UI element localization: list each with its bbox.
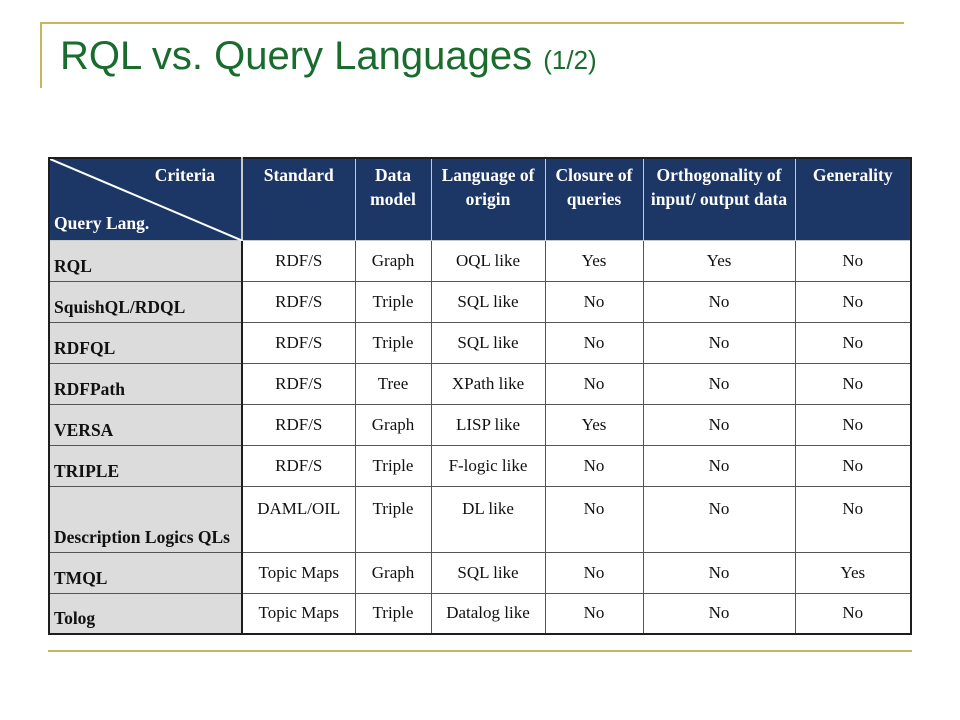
table-cell: No bbox=[795, 593, 911, 634]
table-cell: RDF/S bbox=[242, 322, 355, 363]
table-row bbox=[49, 445, 911, 486]
header-row bbox=[49, 158, 911, 240]
column-header: Data model bbox=[355, 158, 431, 240]
table-cell: Yes bbox=[545, 240, 643, 281]
row-header: RDFQL bbox=[49, 322, 242, 363]
table-cell: F-logic like bbox=[431, 445, 545, 486]
table-cell: Yes bbox=[643, 240, 795, 281]
table-cell: Triple bbox=[355, 281, 431, 322]
corner-header-cell bbox=[49, 158, 242, 240]
table-cell: XPath like bbox=[431, 363, 545, 404]
table-cell: No bbox=[545, 281, 643, 322]
table-cell: No bbox=[795, 363, 911, 404]
table-cell: No bbox=[643, 322, 795, 363]
column-header: Closure of queries bbox=[545, 158, 643, 240]
table-cell: No bbox=[643, 404, 795, 445]
table-cell: Triple bbox=[355, 445, 431, 486]
table-cell: Triple bbox=[355, 322, 431, 363]
column-header: Generality bbox=[795, 158, 911, 240]
table-cell: No bbox=[545, 486, 643, 552]
top-accent-line bbox=[40, 22, 904, 24]
table-cell: No bbox=[643, 552, 795, 593]
table-cell: SQL like bbox=[431, 281, 545, 322]
table-cell: Topic Maps bbox=[242, 593, 355, 634]
table-row bbox=[49, 240, 911, 281]
table-cell: OQL like bbox=[431, 240, 545, 281]
row-header: Description Logics QLs bbox=[49, 486, 242, 552]
table-cell: Triple bbox=[355, 593, 431, 634]
table-row bbox=[49, 593, 911, 634]
table-cell: No bbox=[643, 486, 795, 552]
table-cell: Topic Maps bbox=[242, 552, 355, 593]
query-lang-label: Query Lang. bbox=[54, 212, 150, 233]
slide-title bbox=[60, 36, 597, 76]
table-row bbox=[49, 281, 911, 322]
table-row bbox=[49, 552, 911, 593]
table-cell: Yes bbox=[795, 552, 911, 593]
table-cell: No bbox=[545, 552, 643, 593]
table-cell: LISP like bbox=[431, 404, 545, 445]
table-cell: Triple bbox=[355, 486, 431, 552]
table-cell: Datalog like bbox=[431, 593, 545, 634]
bottom-accent-line bbox=[48, 650, 912, 652]
table-cell: No bbox=[795, 322, 911, 363]
row-header: SquishQL/RDQL bbox=[49, 281, 242, 322]
table-cell: RDF/S bbox=[242, 281, 355, 322]
table-cell: No bbox=[643, 363, 795, 404]
comparison-table bbox=[48, 157, 912, 635]
table-row bbox=[49, 404, 911, 445]
table-cell: No bbox=[795, 445, 911, 486]
column-header: Orthogonality of input/ output data bbox=[643, 158, 795, 240]
row-header: RDFPath bbox=[49, 363, 242, 404]
table-row bbox=[49, 322, 911, 363]
row-header: RQL bbox=[49, 240, 242, 281]
table-row bbox=[49, 363, 911, 404]
table-cell: DAML/OIL bbox=[242, 486, 355, 552]
table-cell: No bbox=[643, 593, 795, 634]
slide-title-sub: (1/2) bbox=[543, 45, 597, 75]
table-cell: Graph bbox=[355, 240, 431, 281]
table-cell: No bbox=[545, 322, 643, 363]
slide-title-main: RQL vs. Query Languages bbox=[60, 34, 533, 78]
table-cell: No bbox=[545, 593, 643, 634]
table-cell: RDF/S bbox=[242, 363, 355, 404]
table-cell: No bbox=[643, 445, 795, 486]
table-cell: No bbox=[795, 281, 911, 322]
row-header: TMQL bbox=[49, 552, 242, 593]
table-cell: No bbox=[795, 240, 911, 281]
row-header: VERSA bbox=[49, 404, 242, 445]
table-cell: Tree bbox=[355, 363, 431, 404]
row-header: TRIPLE bbox=[49, 445, 242, 486]
row-header: Tolog bbox=[49, 593, 242, 634]
table-cell: No bbox=[545, 445, 643, 486]
table-cell: SQL like bbox=[431, 322, 545, 363]
table-cell: No bbox=[545, 363, 643, 404]
table-cell: Graph bbox=[355, 404, 431, 445]
table-cell: No bbox=[643, 281, 795, 322]
table-cell: RDF/S bbox=[242, 240, 355, 281]
table-row bbox=[49, 486, 911, 552]
table-cell: Graph bbox=[355, 552, 431, 593]
table-cell: No bbox=[795, 486, 911, 552]
table-cell: RDF/S bbox=[242, 404, 355, 445]
left-accent-line bbox=[40, 22, 42, 88]
table-cell: DL like bbox=[431, 486, 545, 552]
criteria-label: Criteria bbox=[154, 165, 215, 185]
table-cell: Yes bbox=[545, 404, 643, 445]
table-cell: SQL like bbox=[431, 552, 545, 593]
column-header: Standard bbox=[242, 158, 355, 240]
table-cell: No bbox=[795, 404, 911, 445]
table-cell: RDF/S bbox=[242, 445, 355, 486]
column-header: Language of origin bbox=[431, 158, 545, 240]
